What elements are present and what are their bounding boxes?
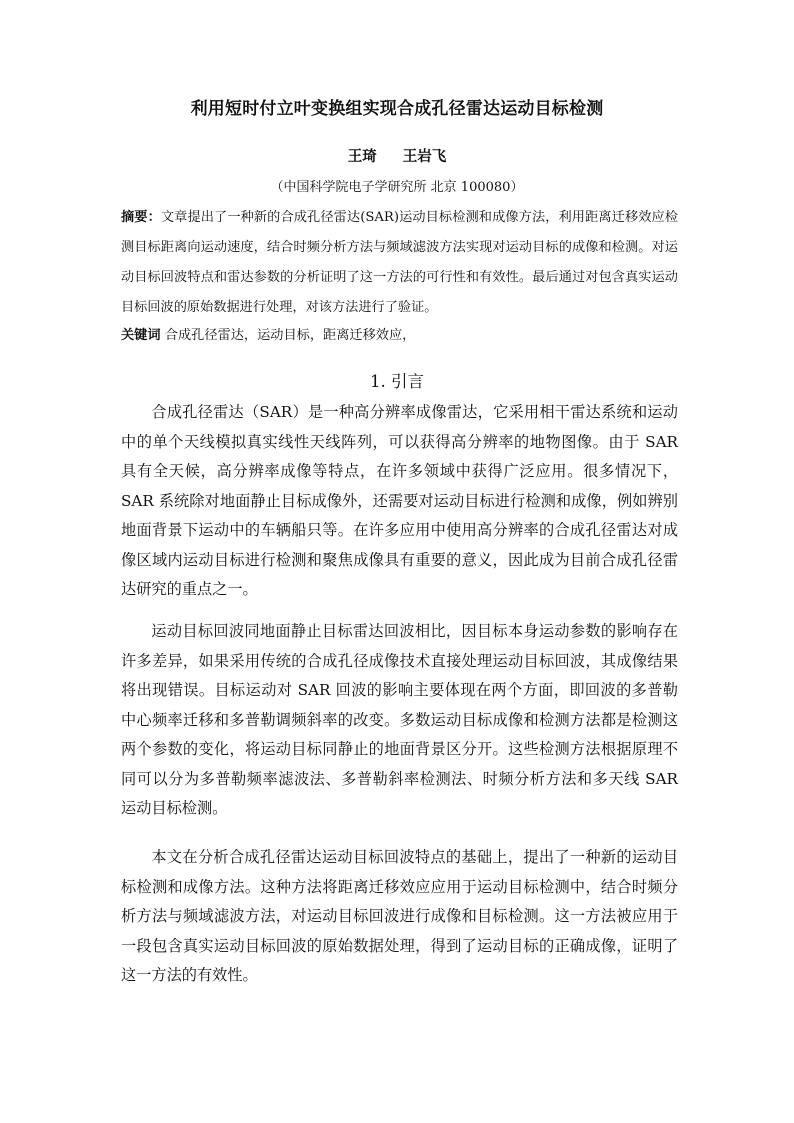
body-paragraph: 本文在分析合成孔径雷达运动目标回波特点的基础上，提出了一种新的运动目标检测和成像方法。这种方法将距离迁移效应应用于运动目标检测中，结合时频分析方法与频域滤波方法，对运动目标回波进行成像和目标检测。这一方法被应用于一段包含真实运动目标回波的原始数据处理，得到了运动目标的正确成像，证明了这一方法的有效性。 — [121, 848, 678, 984]
abstract-label: 摘要： — [121, 210, 161, 225]
author-name: 王岩飞 — [402, 148, 447, 165]
keywords — [121, 324, 678, 348]
author-list — [0, 145, 794, 166]
section-heading: 1. 引言 — [370, 372, 424, 391]
author-name: 王琦 — [347, 148, 377, 165]
keywords-text: 合成孔径雷达，运动目标，距离迁移效应， — [160, 328, 416, 343]
affiliation: （中国科学院电子学研究所 北京 100080） — [270, 180, 524, 195]
abstract — [121, 203, 678, 323]
abstract-text: 文章提出了一种新的合成孔径雷达(SAR)运动目标检测和成像方法，利用距离迁移效应检测目标距离向运动速度，结合时频分析方法与频域滤波方法实现对运动目标的成像和检测。对运动目标回波特点和雷达参数的分析证明了这一方法的可行性和有效性。最后通过对包含真实运动目标回波的原始数据进行处理，对该方法进行了验证。 — [121, 210, 679, 315]
body-paragraph: 运动目标回波同地面静止目标雷达回波相比，因目标本身运动参数的影响存在许多差异，如果采用传统的合成孔径成像技术直接处理运动目标回波，其成像结果将出现错误。目标运动对 SAR 回波的影响主要体现在两个方面，即回波的多普勒中心频率迁移和多普勒调频斜率的改变。多数运动目标成像和检测方法都是检测这两个参数的变化，将运动目标同静止的地面背景区分开。这些检测方法根据原理不同可以分为多普勒频率滤波法、多普勒斜率检测法、时频分析方法和多天线 SAR 运动目标检测。 — [121, 622, 678, 817]
paper-title: 利用短时付立叶变换组实现合成孔径雷达运动目标检测 — [190, 99, 604, 119]
body-paragraph: 合成孔径雷达（SAR）是一种高分辨率成像雷达，它采用相干雷达系统和运动中的单个天线模拟真实线性天线阵列，可以获得高分辨率的地物图像。由于 SAR 具有全天候，高分辨率成像等特点，在许多领域中获得广泛应用。很多情况下，SAR 系统除对地面静止目标成像外，还需要对运动目标进行检测和成像，例如辨别地面背景下运动中的车辆船只等。在许多应用中使用高分辨率的合成孔径雷达对成像区域内运动目标进行检测和聚焦成像具有重要的意义，因此成为目前合成孔径雷达研究的重点之一。 — [121, 403, 678, 598]
keywords-label: 关键词 — [121, 328, 161, 343]
